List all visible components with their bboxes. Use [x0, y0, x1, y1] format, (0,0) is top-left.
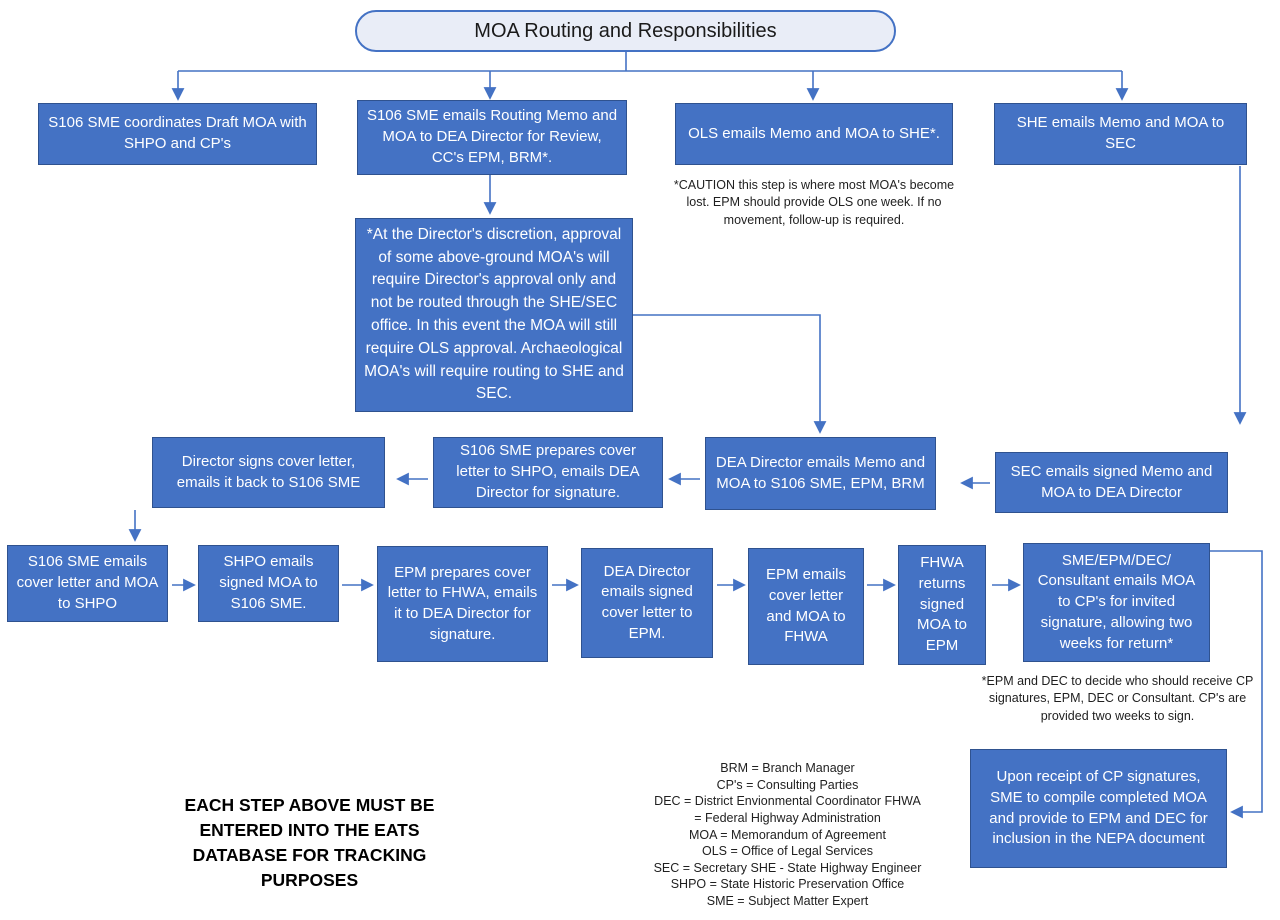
legend-line: SHPO = State Historic Preservation Office	[670, 877, 905, 892]
legend-line: CP's = Consulting Parties	[716, 777, 859, 792]
node-upon-receipt-cp-signatures: Upon receipt of CP signatures, SME to compile completed MOA and provide to EPM and DEC for inclusion in the NEPA document	[970, 749, 1227, 868]
legend-line: OLS = Office of Legal Services	[701, 844, 874, 859]
node-fhwa-returns-signed-moa: FHWA returns signed MOA to EPM	[898, 545, 986, 665]
legend-abbreviations	[615, 760, 960, 910]
node-sme-prepares-cover-letter: S106 SME prepares cover letter to SHPO, emails DEA Director for signature.	[433, 437, 663, 508]
node-sme-emails-cover-letter: S106 SME emails cover letter and MOA to SHPO	[7, 545, 168, 622]
node-epm-prepares-cover-letter: EPM prepares cover letter to FHWA, emails it to DEA Director for signature.	[377, 546, 548, 662]
note-eats-database: EACH STEP ABOVE MUST BE ENTERED INTO THE EATS DATABASE FOR TRACKING PURPOSES	[184, 795, 435, 891]
flowchart-title: MOA Routing and Responsibilities	[355, 10, 896, 52]
legend-line: SEC = Secretary SHE - State Highway Engineer	[653, 860, 922, 875]
node-shpo-emails-signed-moa: SHPO emails signed MOA to S106 SME.	[198, 545, 339, 622]
node-director-signs-cover-letter: Director signs cover letter, emails it back to S106 SME	[152, 437, 385, 508]
legend-line: SME = Subject Matter Expert	[706, 894, 869, 908]
node-coordinate-draft-moa: S106 SME coordinates Draft MOA with SHPO and CP's	[38, 103, 317, 165]
node-dea-emails-memo: DEA Director emails Memo and MOA to S106 SME, EPM, BRM	[705, 437, 936, 510]
note-caution-ols: *CAUTION this step is where most MOA's become lost. EPM should provide OLS one week. If no movement, follow-up is required.	[673, 178, 955, 227]
note-cp-signatures: *EPM and DEC to decide who should receive CP signatures, EPM, DEC or Consultant. CP's are provided two weeks to sign.	[981, 674, 1254, 723]
node-sme-epm-dec-consultant: SME/EPM/DEC/ Consultant emails MOA to CP's for invited signature, allowing two weeks for return*	[1023, 543, 1210, 662]
node-epm-emails-cover-letter: EPM emails cover letter and MOA to FHWA	[748, 548, 864, 665]
node-routing-memo: S106 SME emails Routing Memo and MOA to DEA Director for Review, CC's EPM, BRM*.	[357, 100, 627, 175]
legend-line: BRM = Branch Manager	[720, 761, 855, 775]
node-dea-emails-signed-cover: DEA Director emails signed cover letter to EPM.	[581, 548, 713, 658]
arrow-note-to-dea-memo	[633, 315, 820, 432]
legend-line: DEC = District Envionmental Coordinator FHWA	[654, 794, 921, 809]
node-director-discretion-note: *At the Director's discretion, approval of some above-ground MOA's will require Director's approval only and not be routed through the SHE/SEC office. In this event the MOA will still require OLS approval. Archaeological MOA's will require routing to SHE and SEC.	[355, 218, 633, 412]
legend-line: = Federal Highway Administration	[694, 810, 881, 825]
node-ols-emails-memo: OLS emails Memo and MOA to SHE*.	[675, 103, 953, 165]
legend-line: MOA = Memorandum of Agreement	[689, 827, 886, 842]
node-sec-emails-signed-memo: SEC emails signed Memo and MOA to DEA Director	[995, 452, 1228, 513]
node-she-emails-memo: SHE emails Memo and MOA to SEC	[994, 103, 1247, 165]
